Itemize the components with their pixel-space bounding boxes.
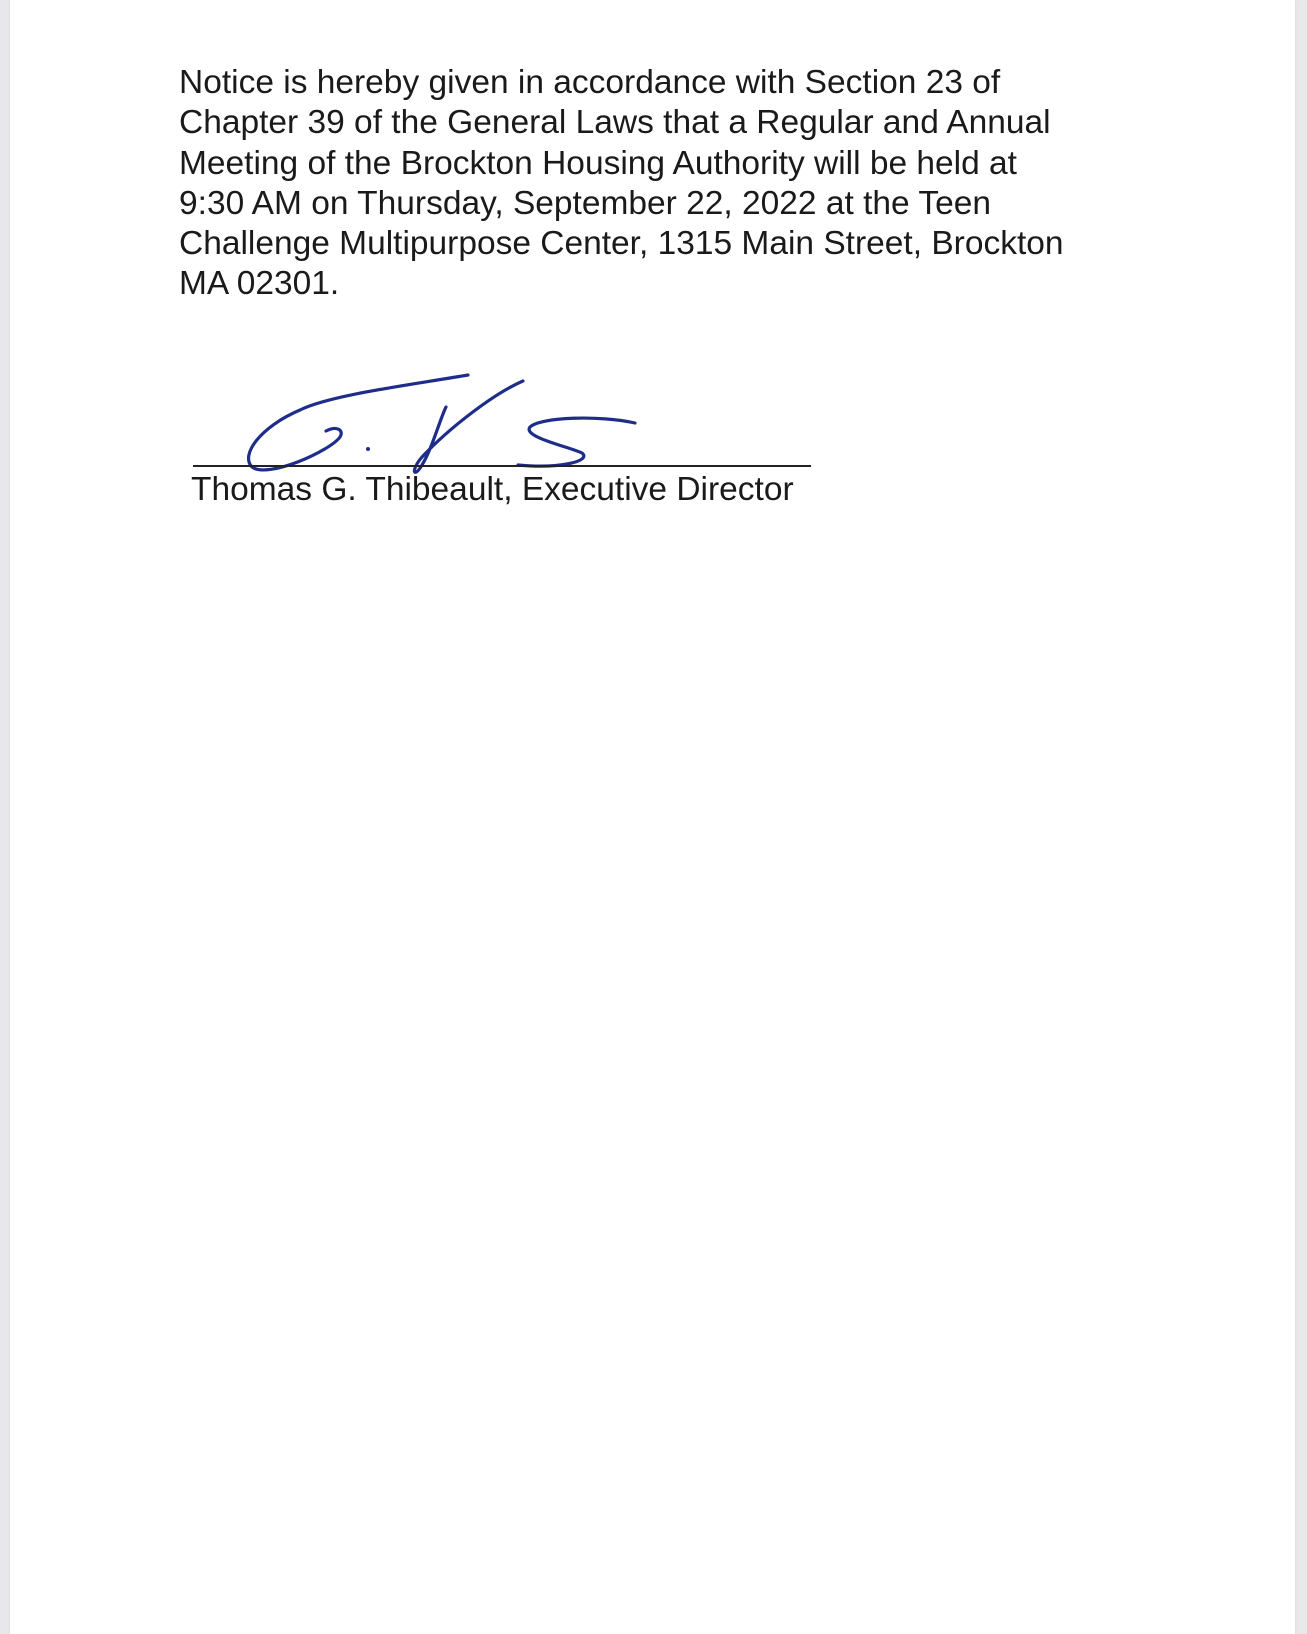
handwritten-signature bbox=[240, 365, 640, 475]
meeting-notice bbox=[179, 63, 1119, 305]
notice-line: Chapter 39 of the General Laws that a Regular and Annual bbox=[179, 104, 1051, 142]
notice-line: Notice is hereby given in accordance with Section 23 of bbox=[179, 64, 1001, 101]
notice-line: Challenge Multipurpose Center, 1315 Main Street, Brockton bbox=[179, 225, 1064, 263]
notice-line: MA 02301. bbox=[179, 265, 340, 303]
notice-line: Meeting of the Brockton Housing Authority will be held at bbox=[179, 144, 1017, 182]
document-page bbox=[10, 0, 1295, 1634]
notice-line: 9:30 AM on Thursday, September 22, 2022 at the Teen bbox=[179, 184, 991, 222]
signature-line bbox=[193, 465, 811, 467]
signer-name: Thomas G. Thibeault, Executive Director bbox=[191, 471, 794, 508]
